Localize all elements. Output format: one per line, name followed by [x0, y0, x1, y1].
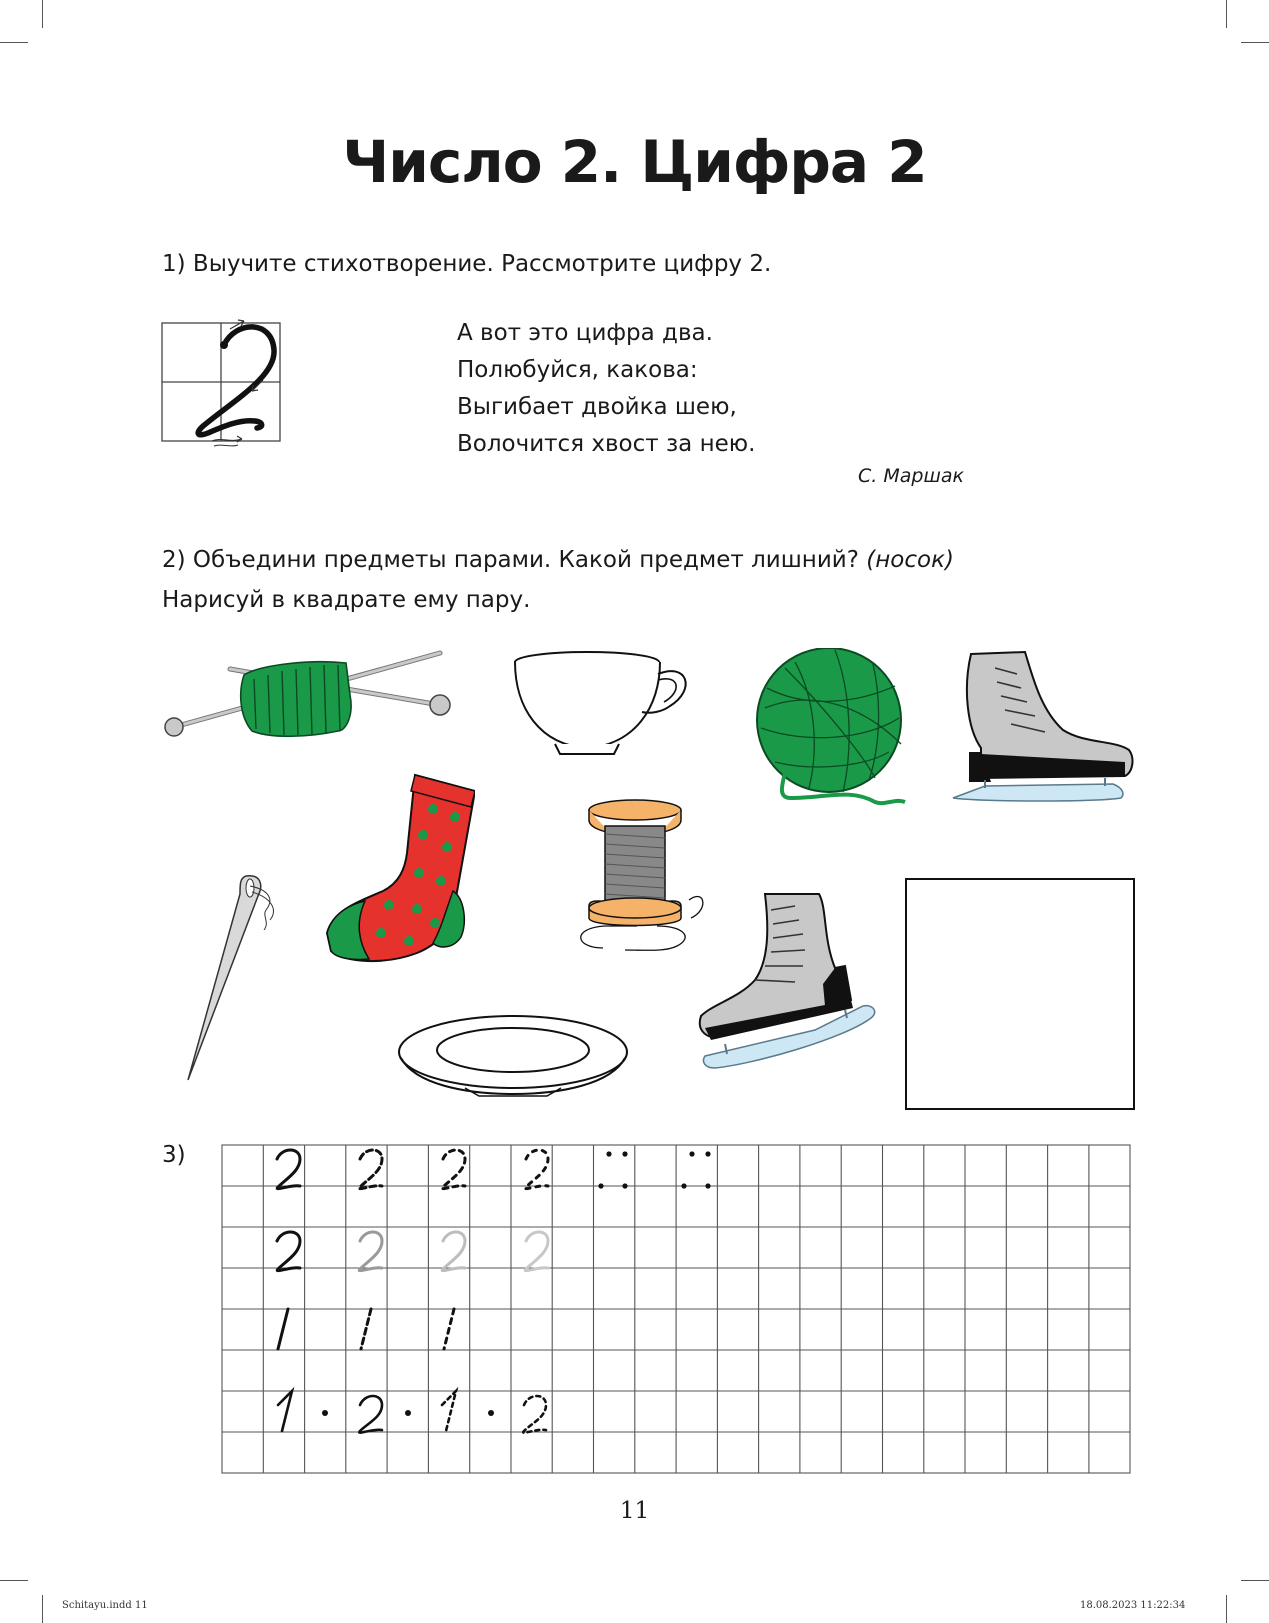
cup-icon	[510, 650, 700, 760]
skate-icon	[695, 888, 885, 1073]
sock-icon	[325, 773, 475, 968]
writing-grid[interactable]	[220, 1143, 1135, 1478]
poem-line: Выгибает двойка шею,	[457, 394, 737, 420]
skate-icon	[945, 648, 1135, 808]
knitting-icon	[160, 645, 460, 745]
yarn-ball-icon	[755, 648, 910, 808]
footer-timestamp: 18.08.2023 11:22:34	[1080, 1600, 1186, 1611]
plate-icon	[395, 1010, 635, 1100]
page-title: Число 2. Цифра 2	[342, 128, 927, 196]
page-number: 11	[619, 1498, 650, 1524]
task-2-text	[162, 540, 954, 620]
row-2-digits	[277, 1232, 548, 1271]
footer-filename: Schitayu.indd 11	[62, 1600, 148, 1611]
row-4-dots	[322, 1410, 494, 1416]
row-4-digits	[278, 1391, 546, 1433]
drawing-box[interactable]	[905, 878, 1135, 1110]
task-3-label: 3)	[162, 1142, 186, 1168]
poem	[457, 315, 755, 463]
task-2-line2: Нарисуй в квадрате ему пару.	[162, 587, 531, 613]
poem-line: Полюбуйся, какова:	[457, 357, 698, 383]
task-2-line1: 2) Объедини предметы парами. Какой предмет лишний?	[162, 547, 859, 573]
task-2-answer: (носок)	[866, 547, 954, 573]
poem-author: С. Маршак	[858, 465, 964, 487]
digit-two-sample-icon	[160, 315, 285, 450]
task-1-text: 1) Выучите стихотворение. Рассмотрите цифру 2.	[162, 251, 772, 277]
row-1-digits	[277, 1150, 548, 1189]
spool-icon	[565, 798, 715, 958]
row-1-dots	[598, 1151, 710, 1188]
grid-lines	[222, 1145, 1130, 1473]
poem-line: А вот это цифра два.	[457, 320, 713, 346]
poem-line: Волочится хвост за нею.	[457, 431, 756, 457]
needle-icon	[180, 870, 290, 1085]
